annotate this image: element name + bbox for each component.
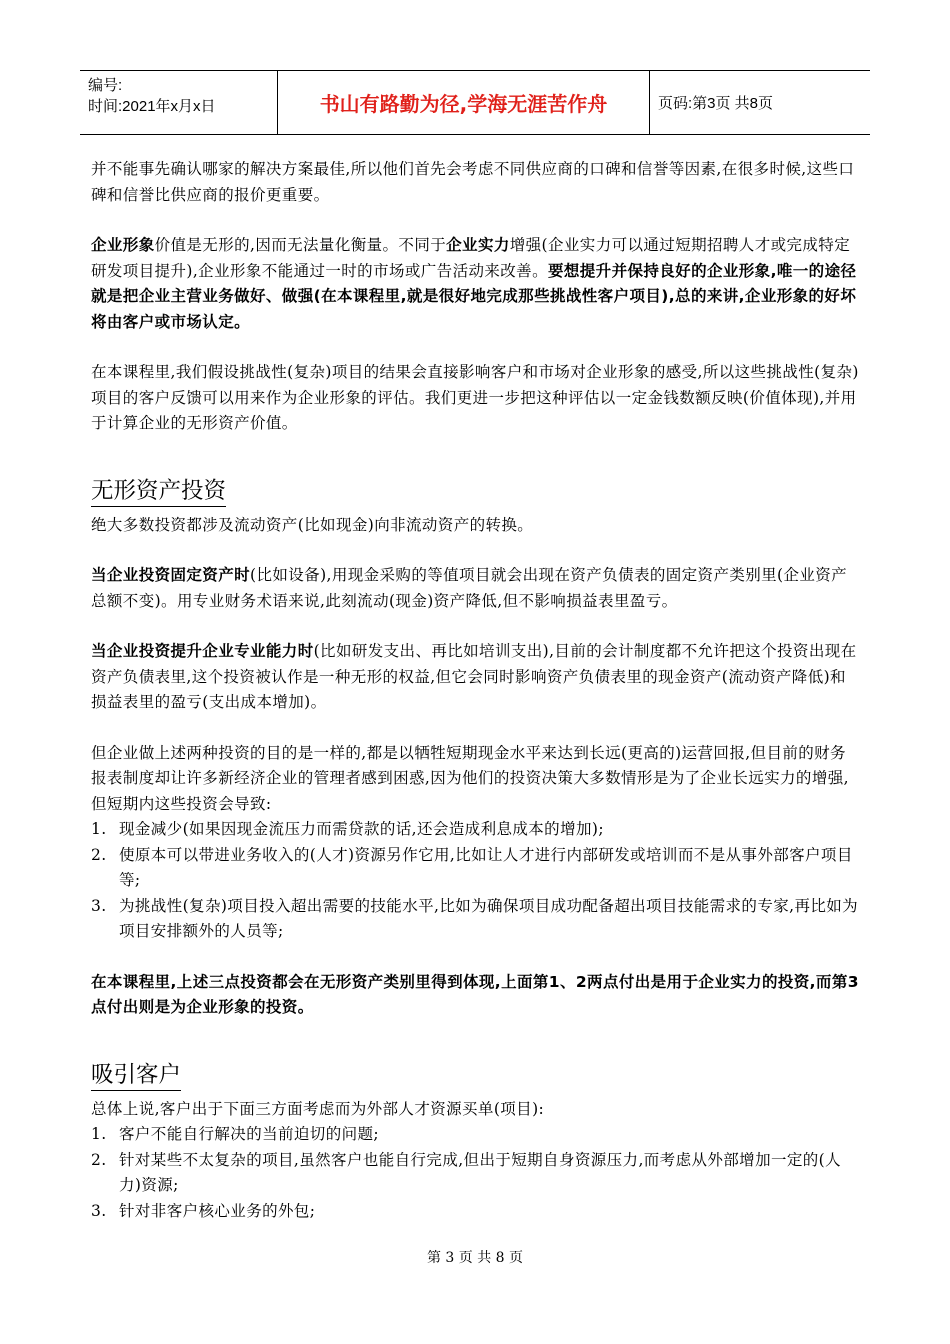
list-number: 2. bbox=[91, 845, 107, 864]
list-text: 为挑战性(复杂)项目投入超出需要的技能水平,比如为确保项目成功配备超出项目技能需求的专家,再比如为项目安排额外的人员等; bbox=[119, 896, 859, 940]
list-item bbox=[91, 1122, 861, 1148]
list-number: 1. bbox=[91, 820, 107, 838]
customer-reasons-list bbox=[91, 1122, 861, 1224]
number-label: 编号: bbox=[88, 77, 123, 94]
section-heading-attract-customers: 吸引客户 bbox=[91, 1060, 181, 1091]
list-item bbox=[91, 843, 861, 894]
bold-term: 企业形象 bbox=[91, 236, 155, 254]
paragraph: 并不能事先确认哪家的解决方案最佳,所以他们首先会考虑不同供应商的口碑和信誉等因素,在很多时候,这些口碑和信誉比供应商的报价更重要。 bbox=[91, 160, 855, 204]
paragraph-corporate-image bbox=[91, 233, 861, 335]
paragraph: 总体上说,客户出于下面三方面考虑而为外部人才资源买单(项目): bbox=[91, 1099, 545, 1118]
page-header bbox=[80, 70, 870, 135]
list-item bbox=[91, 817, 861, 843]
text: (比如研发支出、再比如培训支出),目前的会计制度都不允许把这个投资出现在资产负债表里,这个投资被认作是一种无形的权益,但它会同时影响资产负债表里的现金资产(流动资产降低)和损益表里的盈亏(支出成本增加)。 bbox=[91, 642, 857, 711]
paragraph-capability bbox=[91, 639, 861, 716]
bold-term: 当企业投资提升企业专业能力时 bbox=[91, 642, 314, 660]
motto: 书山有路勤为径,学海无涯苦作舟 bbox=[278, 71, 650, 134]
bold-term: 当企业投资固定资产时 bbox=[91, 566, 251, 584]
bold-term: 企业实力 bbox=[446, 236, 510, 254]
list-text: 针对非客户核心业务的外包; bbox=[119, 1201, 316, 1220]
text: 价值是无形的,因而无法量化衡量。不同于 bbox=[154, 236, 447, 254]
bold-summary: 在本课程里,上述三点投资都会在无形资产类别里得到体现,上面第1、2两点付出是用于企业实力的投资,而第3点付出则是为企业形象的投资。 bbox=[91, 972, 859, 1016]
list-text: 针对某些不太复杂的项目,虽然客户也能自行完成,但出于短期自身资源压力,而考虑从外部增加一定的(人力)资源; bbox=[119, 1150, 842, 1194]
page-footer: 第 3 页 共 8 页 bbox=[426, 1250, 524, 1266]
bold-sentence: 要想提升并保持良好的企业形象,唯一的途径就是把企业主营业务做好、做强(在本课程里,就是很好地完成那些挑战性客户项目),总的来讲,企业形象的好坏将由客户或市场认定。 bbox=[91, 261, 857, 331]
list-text: 现金减少(如果因现金流压力而需贷款的话,还会造成利息成本的增加); bbox=[119, 820, 604, 838]
paragraph: 绝大多数投资都涉及流动资产(比如现金)向非流动资产的转换。 bbox=[91, 515, 534, 534]
paragraph-fixed-assets bbox=[91, 563, 861, 614]
list-item bbox=[91, 1199, 861, 1225]
list-number: 3. bbox=[91, 896, 107, 915]
list-number: 1. bbox=[91, 1125, 107, 1143]
page-code: 页码:第3页 共8页 bbox=[658, 95, 774, 112]
list-item bbox=[91, 1148, 861, 1199]
time-label: 时间:2021年x月x日 bbox=[88, 98, 216, 115]
list-number: 2. bbox=[91, 1150, 107, 1169]
text: (比如设备),用现金采购的等值项目就会出现在资产负债表的固定资产类别里(企业资产总额不变)。用专业财务术语来说,此刻流动(现金)资产降低,但不影响损益表里盈亏。 bbox=[91, 566, 848, 610]
section-heading-intangible-investment: 无形资产投资 bbox=[91, 476, 226, 507]
document-body bbox=[91, 157, 861, 1249]
text: 增强(企业实力可以通过短期招聘人才或完成特定研发项目提升),企业形象不能通过一时的市场或广告活动来改善。 bbox=[91, 236, 851, 280]
paragraph: 在本课程里,我们假设挑战性(复杂)项目的结果会直接影响客户和市场对企业形象的感受,所以这些挑战性(复杂)项目的客户反馈可以用来作为企业形象的评估。我们更进一步把这种评估以一定金钱数额反映(价值体现),并用于计算企业的无形资产价值。 bbox=[91, 363, 859, 432]
list-text: 客户不能自行解决的当前迫切的问题; bbox=[119, 1125, 380, 1143]
paragraph: 但企业做上述两种投资的目的是一样的,都是以牺牲短期现金水平来达到长远(更高的)运营回报,但目前的财务报表制度却让许多新经济企业的管理者感到困惑,因为他们的投资决策大多数情形是为了企业长远实力的增强,但短期内这些投资会导致: bbox=[91, 743, 849, 813]
investment-effects-list bbox=[91, 817, 861, 945]
list-text: 使原本可以带进业务收入的(人才)资源另作它用,比如让人才进行内部研发或培训而不是从事外部客户项目等; bbox=[119, 845, 853, 889]
list-item bbox=[91, 894, 861, 945]
list-number: 3. bbox=[91, 1201, 107, 1220]
header-meta bbox=[80, 71, 278, 134]
